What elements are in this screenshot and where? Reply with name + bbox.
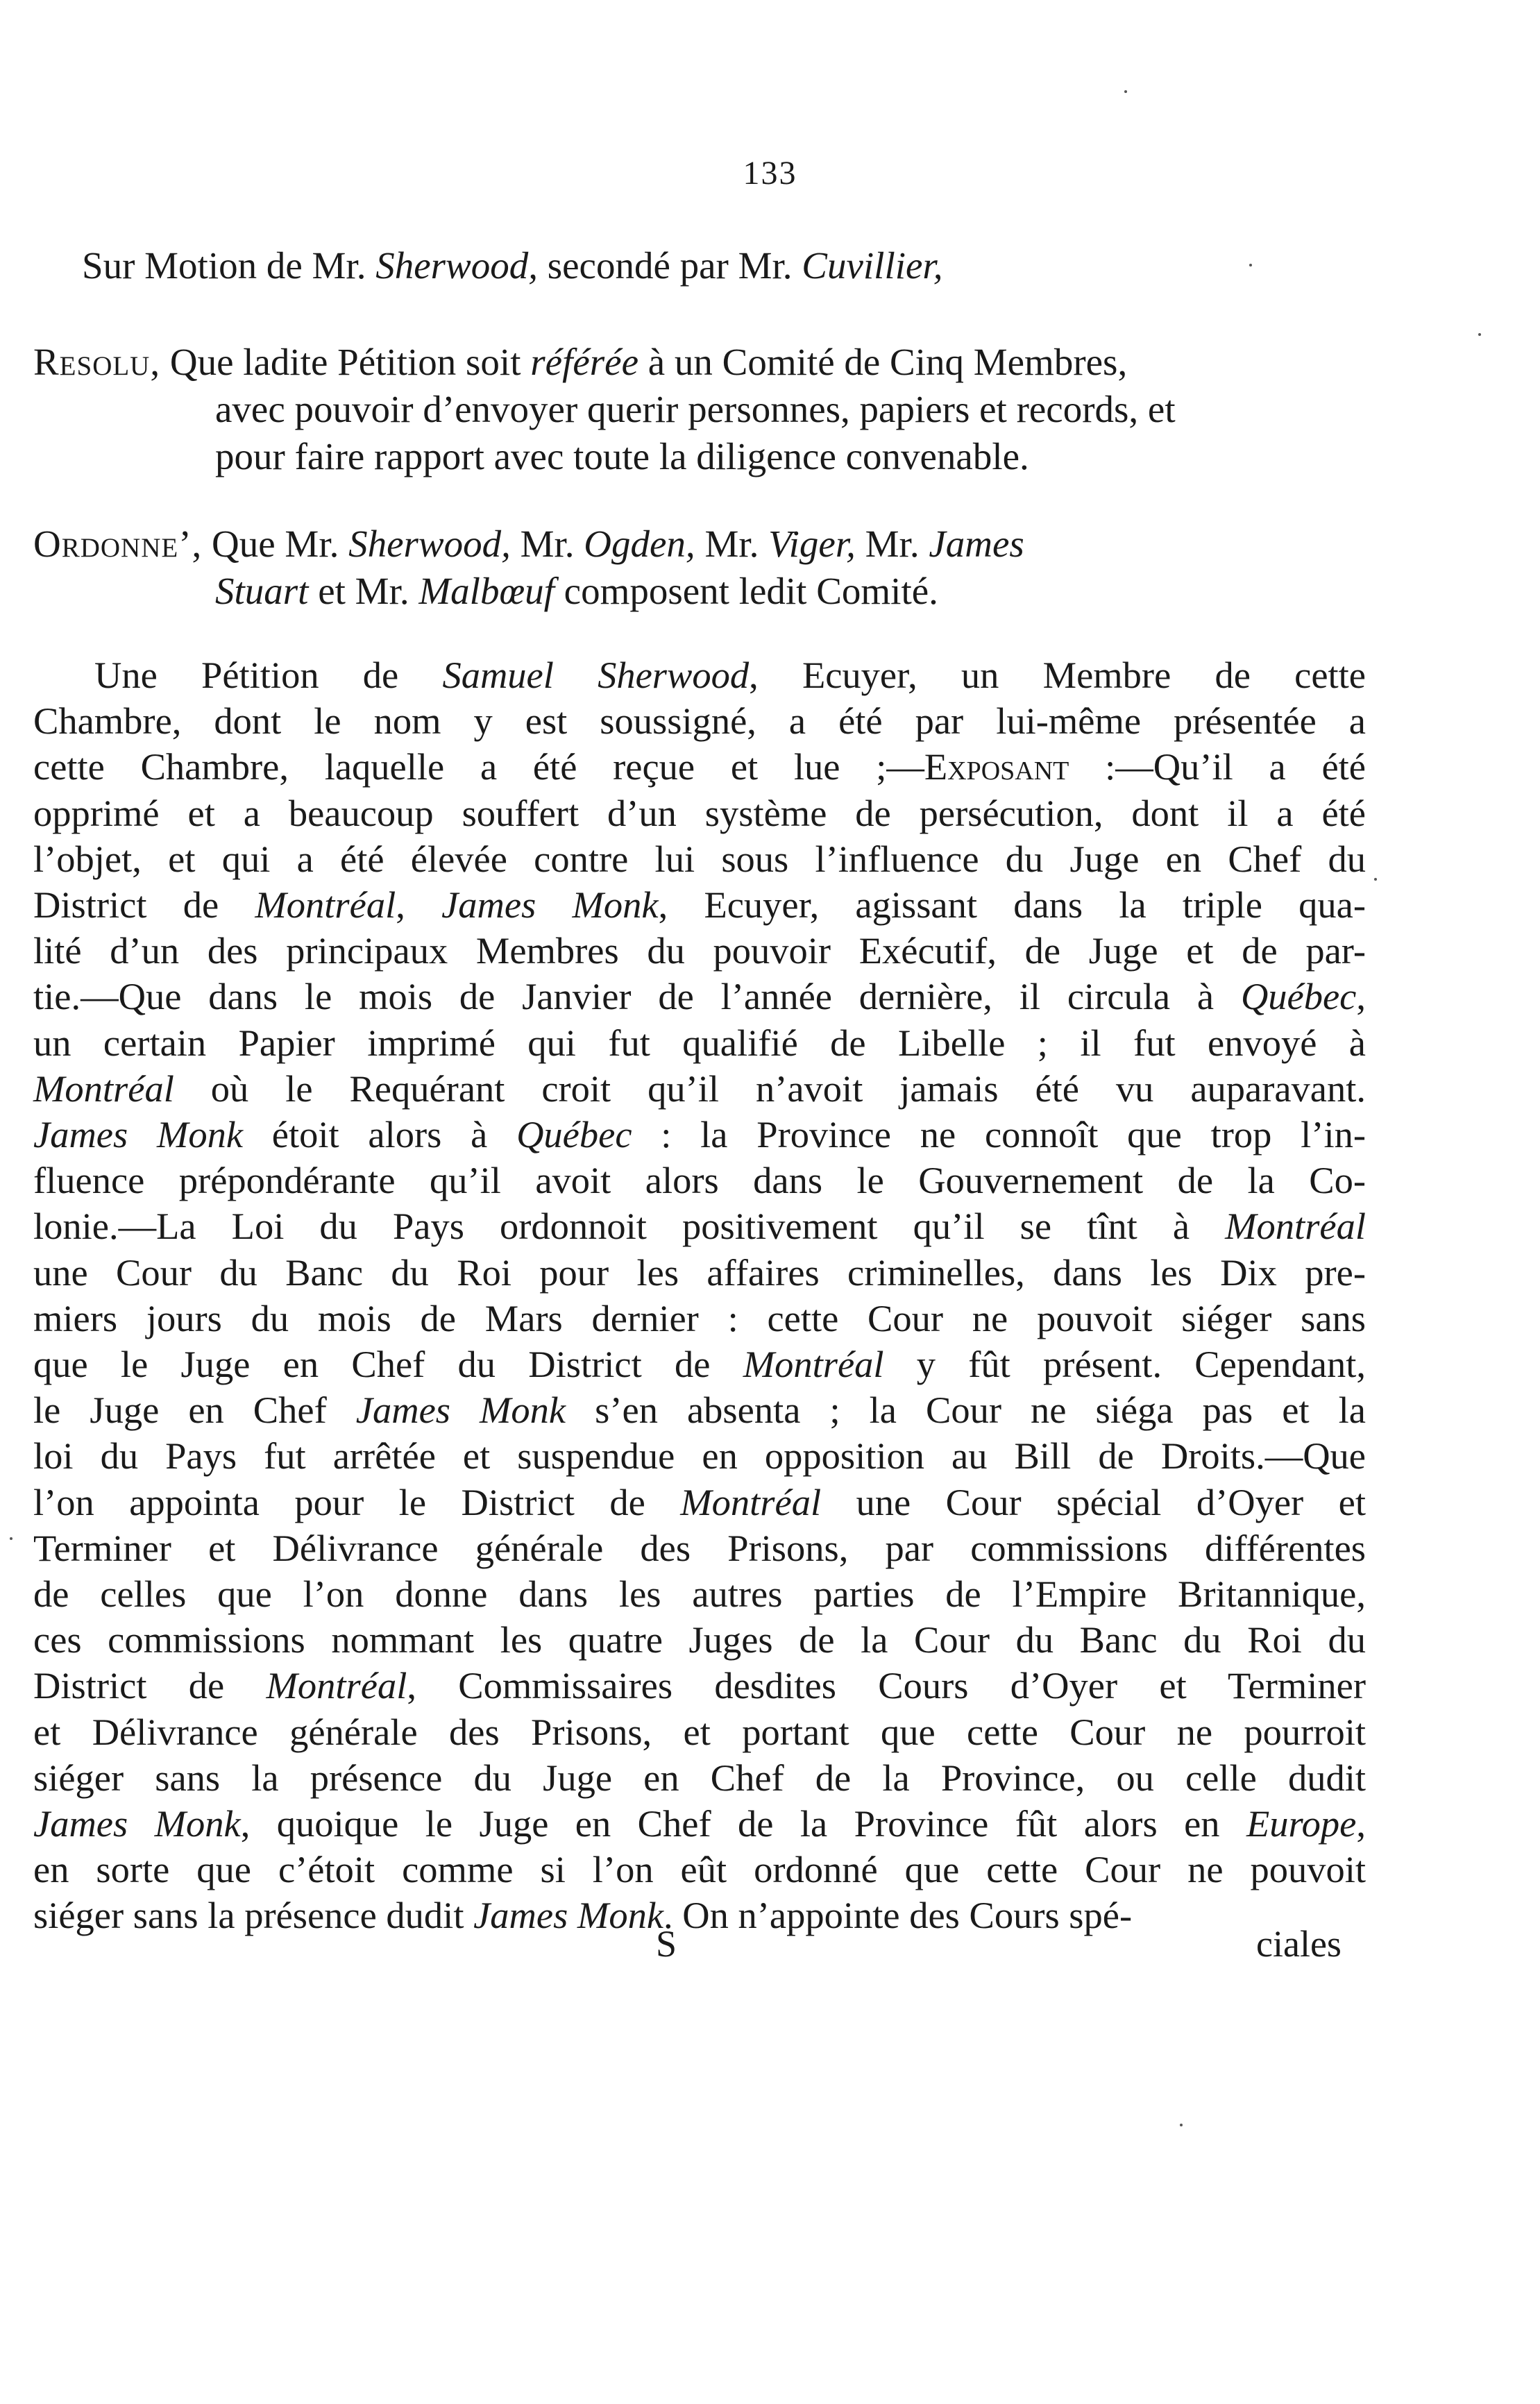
paper-speck bbox=[1374, 878, 1377, 881]
petition-line: un certain Papier imprimé qui fut qualifié de Libelle ; il fut envoyé à bbox=[33, 1021, 1366, 1064]
resolu-line-3: pour faire rapport avec toute la diligence convenable. bbox=[215, 435, 1029, 477]
ordonne-text: Mr. bbox=[695, 523, 769, 565]
motion-line bbox=[82, 242, 942, 290]
paper-speck bbox=[1124, 90, 1127, 93]
ordonne-name: Malbœuf bbox=[418, 570, 555, 612]
signature-mark: S bbox=[656, 1923, 677, 1965]
motion-name-cuvillier: Cuvillier, bbox=[802, 244, 943, 287]
petition-line: et Délivrance générale des Prisons, et portant que cette Cour ne pourroit bbox=[33, 1710, 1366, 1753]
petition-line: District de Montréal, James Monk, Ecuyer, agissant dans la triple qua- bbox=[33, 883, 1366, 926]
motion-text-a: Sur Motion de Mr. bbox=[82, 244, 376, 287]
motion-name-sherwood: Sherwood, bbox=[375, 244, 538, 287]
petition-line: de celles que l’on donne dans les autres parties de l’Empire Britannique, bbox=[33, 1573, 1366, 1616]
paper-speck bbox=[10, 1537, 12, 1540]
petition-line: Terminer et Délivrance générale des Prisons, par commissions différentes bbox=[33, 1526, 1366, 1569]
ordonne-label: Ordonne’, bbox=[33, 523, 203, 565]
paper-speck bbox=[1478, 333, 1481, 336]
petition-line: que le Juge en Chef du District de Montréal y fût présent. Cependant, bbox=[33, 1343, 1366, 1386]
petition-line: le Juge en Chef James Monk s’en absenta ; la Cour ne siéga pas et la bbox=[33, 1389, 1366, 1432]
petition-line: loi du Pays fut arrêtée et suspendue en opposition au Bill de Droits.—Que bbox=[33, 1434, 1366, 1478]
resolu-paragraph bbox=[33, 339, 1380, 480]
petition-line: lité d’un des principaux Membres du pouvoir Exécutif, de Juge et de par- bbox=[33, 929, 1366, 972]
ordonne-text: Que Mr. bbox=[202, 523, 349, 565]
ordonne-text: Mr. bbox=[510, 523, 584, 565]
petition-paragraph bbox=[33, 652, 1366, 1939]
petition-line: cette Chambre, laquelle a été reçue et lue ;—Exposant :—Qu’il a été bbox=[33, 745, 1366, 788]
ordonne-name: Ogden, bbox=[584, 523, 695, 565]
resolu-line-2: avec pouvoir d’envoyer querir personnes, papiers et records, et bbox=[215, 388, 1176, 430]
motion-text-c: secondé par Mr. bbox=[537, 244, 802, 287]
petition-line: opprimé et a beaucoup souffert d’un système de persécution, dont il a été bbox=[33, 791, 1366, 834]
petition-line: District de Montréal, Commissaires desdites Cours d’Oyer et Terminer bbox=[33, 1664, 1366, 1707]
paper-speck bbox=[1249, 264, 1252, 266]
petition-line: lonie.—La Loi du Pays ordonnoit positivement qu’il se tînt à Montréal bbox=[33, 1205, 1366, 1248]
page-number: 133 bbox=[743, 155, 797, 192]
petition-line: l’objet, et qui a été élevée contre lui sous l’influence du Juge en Chef du bbox=[33, 837, 1366, 880]
petition-line: Montréal où le Requérant croit qu’il n’avoit jamais été vu auparavant. bbox=[33, 1067, 1366, 1110]
petition-line: fluence prépondérante qu’il avoit alors dans le Gouvernement de la Co- bbox=[33, 1159, 1366, 1202]
petition-line: tie.—Que dans le mois de Janvier de l’année dernière, il circula à Québec, bbox=[33, 975, 1366, 1018]
ordonne-text: et Mr. bbox=[308, 570, 419, 612]
resolu-line-1: Que ladite Pétition soit référée à un Comité de Cinq Membres, bbox=[169, 341, 1128, 383]
petition-line: Chambre, dont le nom y est soussigné, a été par lui-même présentée a bbox=[33, 700, 1366, 743]
ordonne-name: Sherwood, bbox=[348, 523, 511, 565]
petition-line: Une Pétition de Samuel Sherwood, Ecuyer, un Membre de cette bbox=[94, 654, 1366, 696]
petition-line: siéger sans la présence du Juge en Chef de la Province, ou celle dudit bbox=[33, 1756, 1366, 1799]
petition-line: siéger sans la présence dudit James Monk. On n’appointe des Cours spé- bbox=[33, 1894, 1133, 1937]
ordonne-text: composent ledit Comité. bbox=[554, 570, 938, 612]
ordonne-name: Viger, bbox=[768, 523, 856, 565]
petition-line: une Cour du Banc du Roi pour les affaires criminelles, dans les Dix pre- bbox=[33, 1251, 1366, 1294]
petition-line: James Monk, quoique le Juge en Chef de la Province fût alors en Europe, bbox=[33, 1802, 1366, 1845]
ordonne-paragraph bbox=[33, 520, 1380, 615]
ordonne-name: Stuart bbox=[215, 570, 309, 612]
ordonne-name: James bbox=[929, 523, 1024, 565]
petition-line: miers jours du mois de Mars dernier : cette Cour ne pouvoit siéger sans bbox=[33, 1296, 1366, 1339]
petition-line: en sorte que c’étoit comme si l’on eût ordonné que cette Cour ne pouvoit bbox=[33, 1848, 1366, 1891]
page-footer bbox=[0, 1922, 1540, 1971]
petition-line: James Monk étoit alors à Québec : la Province ne connoît que trop l’in- bbox=[33, 1113, 1366, 1156]
ordonne-text: Mr. bbox=[855, 523, 929, 565]
petition-line: l’on appointa pour le District de Montréal une Cour spécial d’Oyer et bbox=[33, 1480, 1366, 1523]
paper-speck bbox=[1180, 2124, 1183, 2126]
resolu-label: Resolu, bbox=[33, 341, 161, 383]
catchword: ciales bbox=[1256, 1923, 1342, 1965]
petition-line: ces commissions nommant les quatre Juges de la Cour du Banc du Roi du bbox=[33, 1618, 1366, 1661]
